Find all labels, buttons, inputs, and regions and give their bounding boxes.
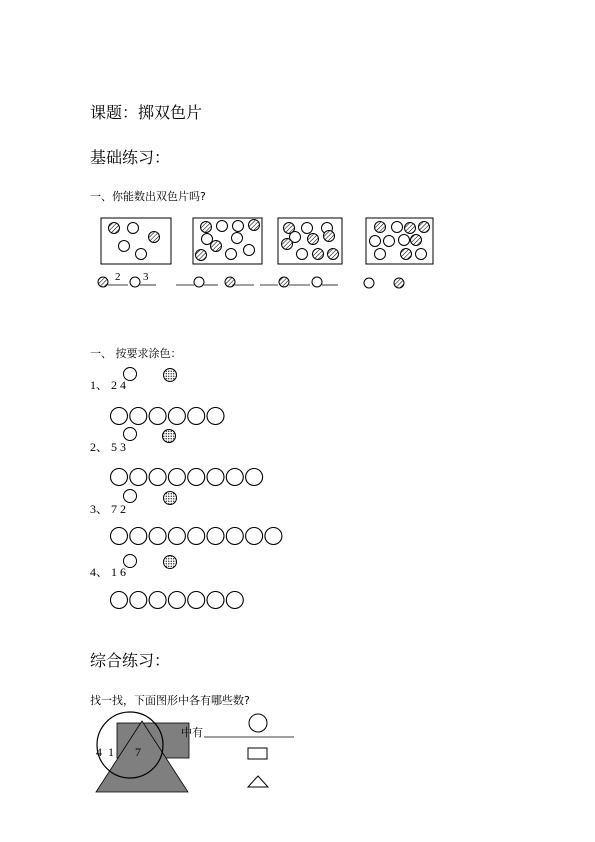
color-circle-row-3[interactable] bbox=[265, 528, 282, 545]
row-label-3: 3、 7 2 bbox=[90, 502, 127, 516]
color-circle-row-2[interactable] bbox=[207, 469, 224, 486]
color-circle-row-2[interactable] bbox=[111, 469, 128, 486]
color-circle-row-3[interactable] bbox=[207, 528, 224, 545]
color-circle-row-3[interactable] bbox=[168, 528, 185, 545]
color-circle-row-4[interactable] bbox=[149, 592, 166, 609]
middle-has-text: 中有 bbox=[181, 726, 203, 739]
answer-line-3 bbox=[260, 277, 338, 287]
answer-line-2 bbox=[176, 277, 254, 287]
legend-row-2 bbox=[124, 428, 176, 443]
counting-box-1 bbox=[101, 218, 171, 264]
color-circle-row-1[interactable] bbox=[111, 408, 128, 425]
counting-box-3 bbox=[278, 218, 342, 264]
color-circle-row-4[interactable] bbox=[207, 592, 224, 609]
color-circle-row-2[interactable] bbox=[246, 469, 263, 486]
question-find: 找一找，下面图形中各有哪些数? bbox=[90, 694, 250, 707]
color-circle-row-4[interactable] bbox=[188, 592, 205, 609]
color-circle-row-1[interactable] bbox=[149, 408, 166, 425]
row-label-2: 2、 5 3 bbox=[90, 440, 127, 454]
basic-practice-heading: 基础练习： bbox=[90, 148, 171, 167]
color-circle-row-2[interactable] bbox=[226, 469, 243, 486]
row-label-4: 4、 1 6 bbox=[90, 565, 127, 579]
legend-rectangle-shape bbox=[248, 748, 267, 759]
color-circle-row-4[interactable] bbox=[111, 592, 128, 609]
counting-box-4 bbox=[366, 218, 433, 264]
legend-row-4 bbox=[124, 555, 177, 569]
color-circle-row-1[interactable] bbox=[168, 408, 185, 425]
color-circle-row-3[interactable] bbox=[149, 528, 166, 545]
lesson-title: 课题：掷双色片 bbox=[90, 103, 203, 122]
answer-value-2: 3 bbox=[143, 271, 149, 283]
color-circle-row-2[interactable] bbox=[168, 469, 185, 486]
color-circle-row-1[interactable] bbox=[207, 408, 224, 425]
row-label-1: 1、 2 4 bbox=[90, 378, 127, 392]
color-circle-row-3[interactable] bbox=[246, 528, 263, 545]
color-circle-row-1[interactable] bbox=[130, 408, 147, 425]
answer-value-1: 2 bbox=[115, 271, 121, 283]
color-circle-row-4[interactable] bbox=[226, 592, 243, 609]
color-circle-row-1[interactable] bbox=[188, 408, 205, 425]
counting-box-2 bbox=[193, 218, 262, 264]
combined-practice-heading: 综合练习： bbox=[90, 651, 171, 670]
legend-row-1 bbox=[124, 368, 177, 382]
legend-triangle-shape bbox=[248, 776, 268, 787]
color-circle-row-4[interactable] bbox=[168, 592, 185, 609]
coloring-circle-rows bbox=[111, 408, 282, 609]
question-1: 一、你能数出双色片吗? bbox=[90, 190, 206, 203]
color-circle-row-3[interactable] bbox=[188, 528, 205, 545]
color-circle-row-3[interactable] bbox=[111, 528, 128, 545]
color-circle-row-2[interactable] bbox=[188, 469, 205, 486]
venn-number-1: 1 bbox=[108, 745, 114, 759]
color-circle-row-3[interactable] bbox=[226, 528, 243, 545]
venn-number-4: 4 bbox=[96, 745, 102, 759]
legend-row-3 bbox=[124, 490, 177, 505]
color-circle-row-3[interactable] bbox=[130, 528, 147, 545]
legend-circle-shape bbox=[249, 714, 267, 732]
color-circle-row-2[interactable] bbox=[149, 469, 166, 486]
answer-line-4 bbox=[364, 278, 404, 288]
venn-number-7: 7 bbox=[135, 745, 141, 759]
color-circle-row-2[interactable] bbox=[130, 469, 147, 486]
color-circle-row-4[interactable] bbox=[130, 592, 147, 609]
coloring-heading: 一、 按要求涂色： bbox=[90, 347, 182, 360]
